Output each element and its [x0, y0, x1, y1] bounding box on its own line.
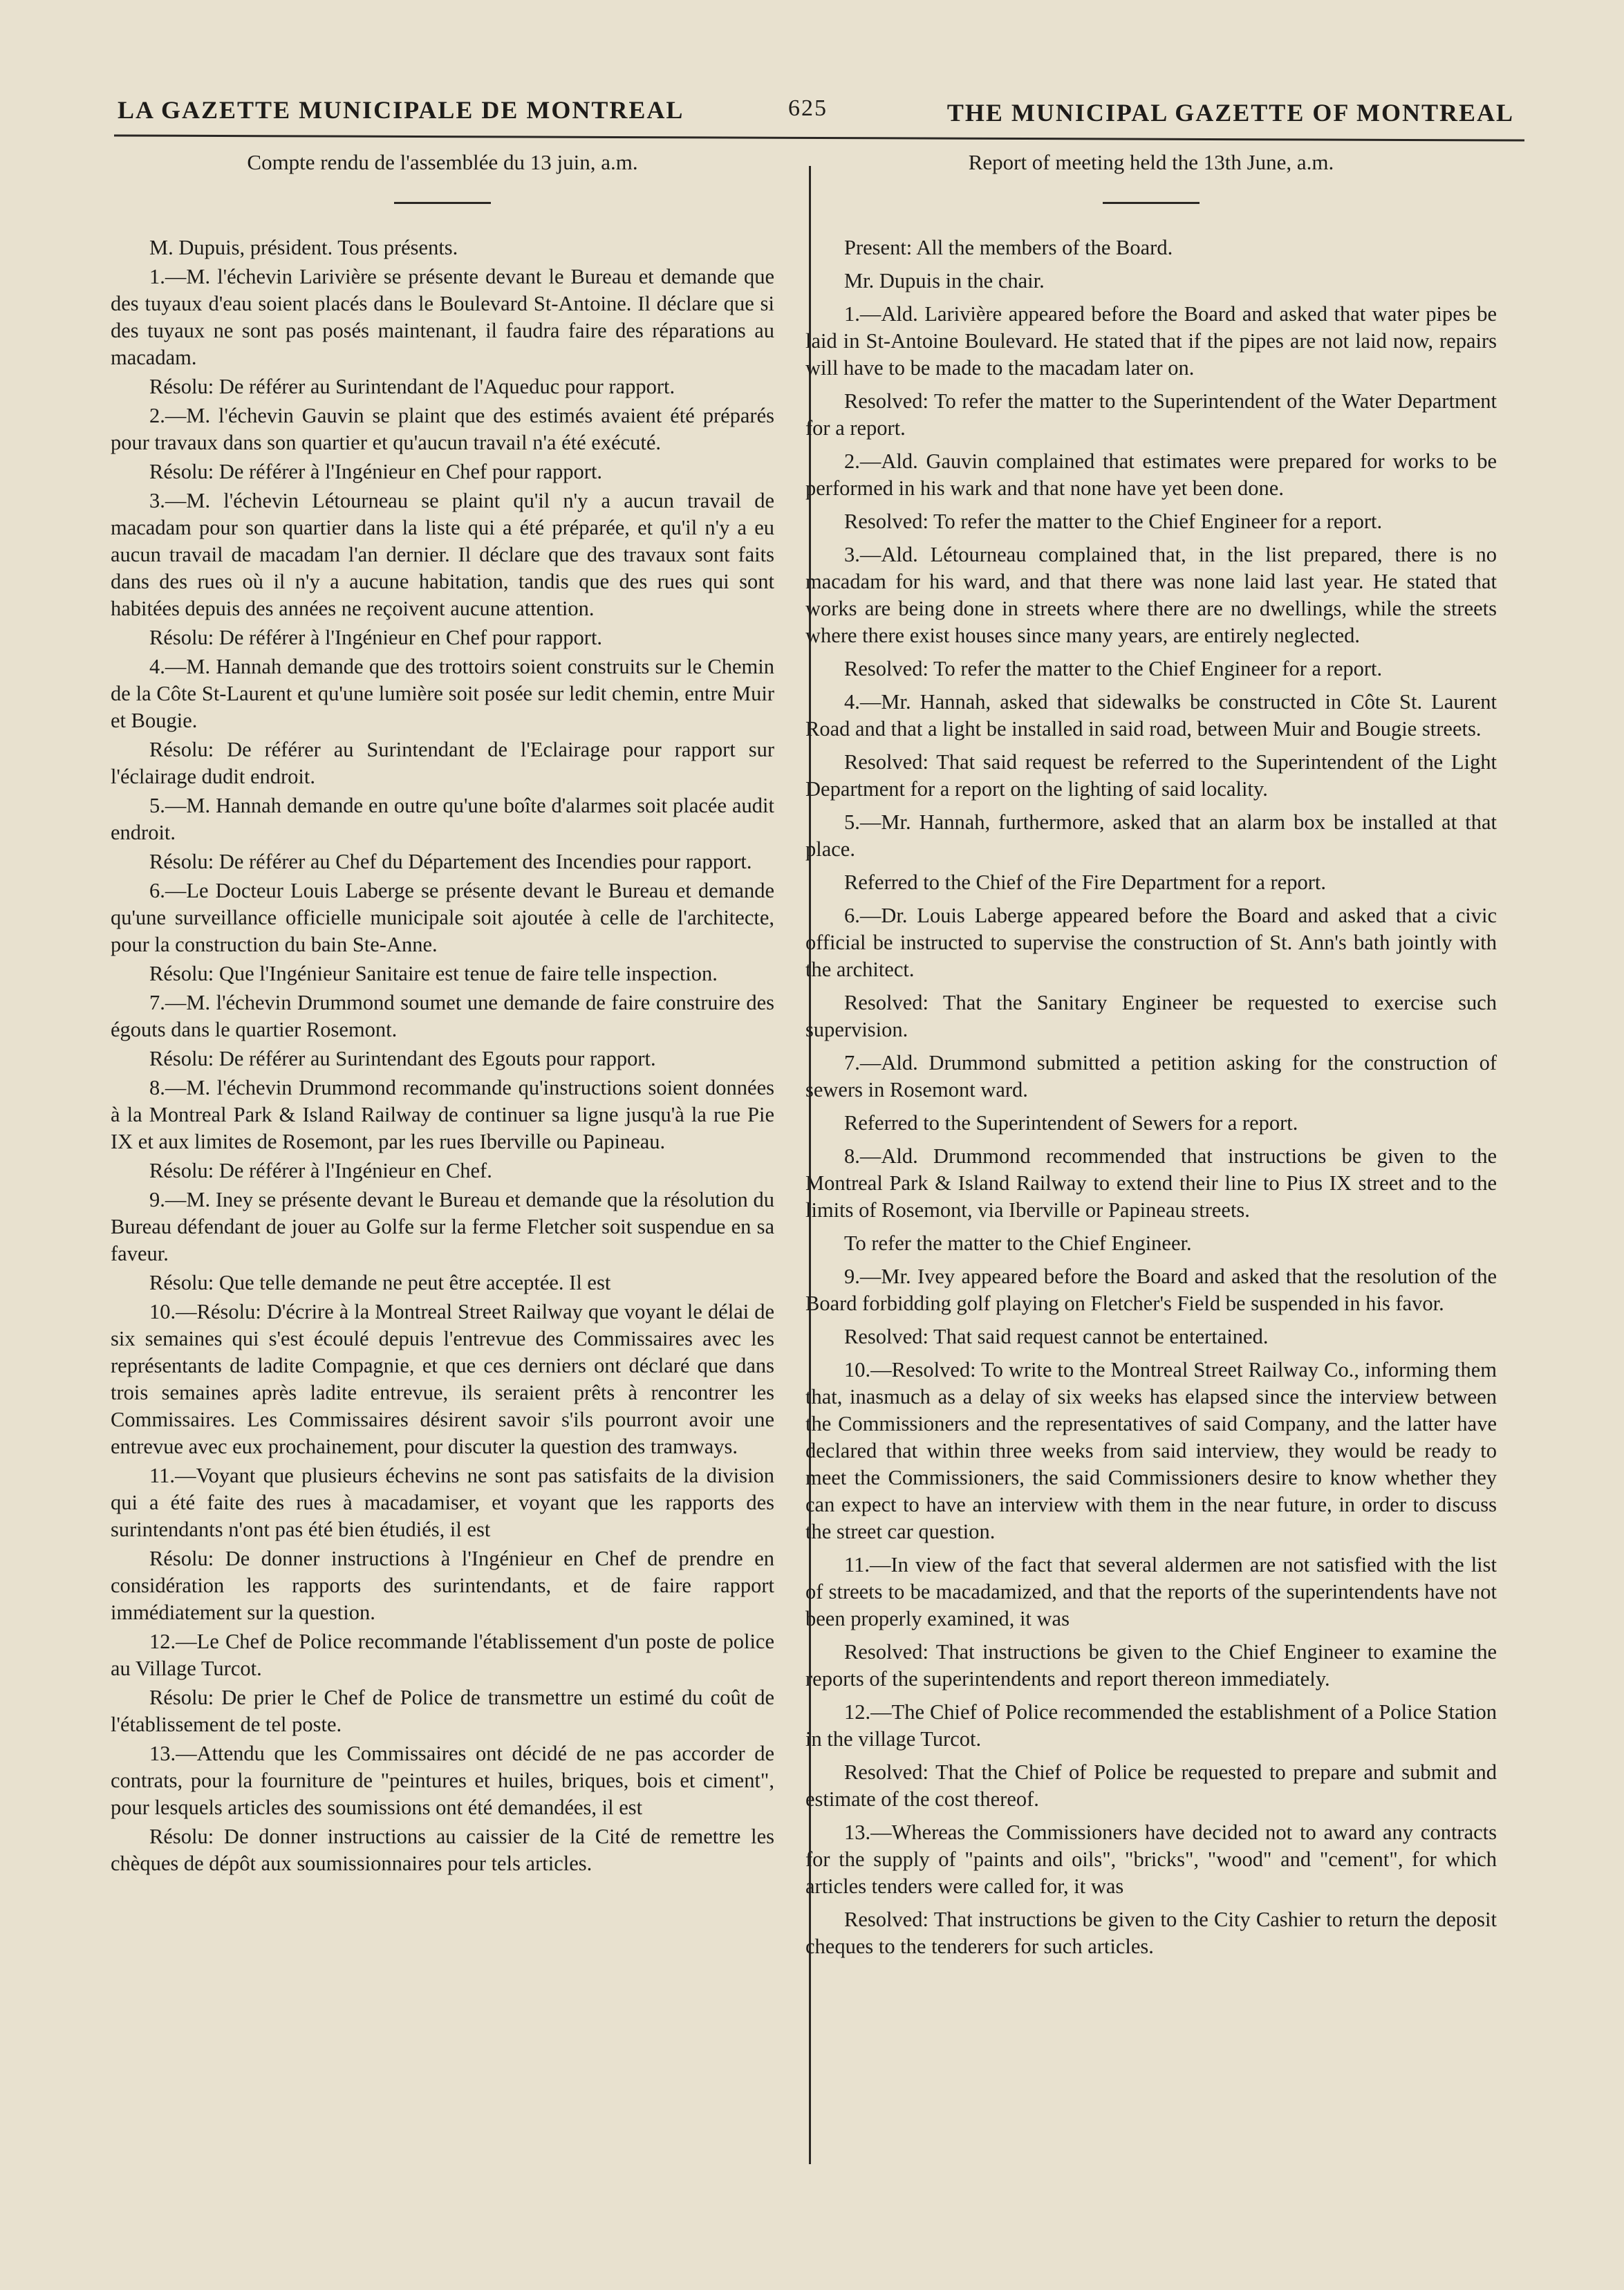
- english-paragraph: 13.—Whereas the Commissioners have decided not to award any contracts for the supply of "paints and oils", "bricks", "wood" and "cement", for which articles tenders were called for, it was: [805, 1821, 1497, 1898]
- english-paragraph: 4.—Mr. Hannah, asked that sidewalks be constructed in Côte St. Laurent Road and that a light be installed in said road, between Muir and Bougie streets.: [805, 690, 1497, 741]
- french-paragraph: 3.—M. l'échevin Létourneau se plaint qu'il n'y a aucun travail de macadam pour son quartier dans la liste qui a été préparée, et qu'il n'y a eu aucun travail de macadam l'an dernier. Il déclare que des travaux sont faits dans des rues où il n'y a aucune habitation, tandis que des rues qui sont habitées depuis des années ne reçoivent aucune attention.: [111, 489, 774, 620]
- english-paragraph: Resolved: To refer the matter to the Chief Engineer for a report.: [844, 510, 1383, 533]
- french-title-rule: [394, 202, 491, 204]
- french-paragraph: 9.—M. Iney se présente devant le Bureau et demande que la résolution du Bureau défendant de jouer au Golfe sur la ferme Fletcher soit suspendue en sa faveur.: [111, 1188, 774, 1265]
- english-paragraph: Resolved: To refer the matter to the Superintendent of the Water Department for a report.: [805, 389, 1497, 440]
- french-paragraph: Résolu: De référer à l'Ingénieur en Chef.: [149, 1159, 492, 1182]
- english-paragraph: 3.—Ald. Létourneau complained that, in the list prepared, there is no macadam for his ward, and that there was none laid last year. He stated that works are being done in streets where there are no dwellings, while the streets where there exist houses since many years, are entirely neglected.: [805, 543, 1497, 647]
- french-paragraph: 2.—M. l'échevin Gauvin se plaint que des estimés avaient été préparés pour travaux dans son quartier et qu'aucun travail n'a été exécuté.: [111, 404, 774, 454]
- english-paragraph: Resolved: That the Chief of Police be requested to prepare and submit and estimate of the cost thereof.: [805, 1760, 1497, 1811]
- french-paragraph: M. Dupuis, président. Tous présents.: [149, 236, 458, 259]
- french-paragraph: Résolu: De donner instructions à l'Ingénieur en Chef de prendre en considération les rapports des surintendants, et de faire rapport immédiatement sur la question.: [111, 1547, 774, 1624]
- english-paragraph: Resolved: To refer the matter to the Chief Engineer for a report.: [844, 657, 1383, 680]
- french-column: [111, 149, 774, 1879]
- french-paragraph: 4.—M. Hannah demande que des trottoirs soient construits sur le Chemin de la Côte St-Laurent et qu'une lumière soit posée sur ledit chemin, entre Muir et Bougie.: [111, 655, 774, 732]
- english-title-rule: [1103, 202, 1200, 204]
- french-paragraph: Résolu: Que telle demande ne peut être acceptée. Il est: [149, 1271, 611, 1294]
- french-paragraph: 13.—Attendu que les Commissaires ont décidé de ne pas accorder de contrats, pour la fourniture de "peintures et huiles, briques, bois et ciment", pour lesquels articles des soumissions ont été demandées, il est: [111, 1742, 774, 1819]
- french-paragraph: Résolu: De référer au Surintendant de l'Eclairage pour rapport sur l'éclairage dudit endroit.: [111, 738, 774, 788]
- english-paragraph: 10.—Resolved: To write to the Montreal Street Railway Co., informing them that, inasmuch as a delay of six weeks has elapsed since the interview between the Commissioners and the representatives of said Company, and the latter have declared that within three weeks from said interview, they would be ready to meet the Commissioners, the said Commissioners desire to know whether they can expect to have an interview with them in the near future, in order to discuss the street car question.: [805, 1358, 1497, 1543]
- english-paragraph: 6.—Dr. Louis Laberge appeared before the Board and asked that a civic official be instructed to supervise the construction of St. Ann's bath jointly with the architect.: [805, 904, 1497, 981]
- french-body: [111, 234, 774, 1877]
- page-number: 625: [788, 95, 828, 121]
- english-paragraph: Resolved: That instructions be given to the Chief Engineer to examine the reports of the superintendents and report thereon immediately.: [805, 1640, 1497, 1691]
- french-paragraph: Résolu: Que l'Ingénieur Sanitaire est tenue de faire telle inspection.: [149, 962, 718, 985]
- french-paragraph: Résolu: De référer au Surintendant des Egouts pour rapport.: [149, 1047, 656, 1070]
- english-paragraph: Referred to the Chief of the Fire Department for a report.: [844, 871, 1326, 894]
- page-header: [111, 90, 1521, 131]
- french-paragraph: 1.—M. l'échevin Larivière se présente devant le Bureau et demande que des tuyaux d'eau soient placés dans le Boulevard St-Antoine. Il déclare que si des tuyaux ne sont pas posés maintenant, il faudra faire des réparations au macadam.: [111, 265, 774, 369]
- english-paragraph: Mr. Dupuis in the chair.: [844, 269, 1045, 292]
- english-paragraph: 7.—Ald. Drummond submitted a petition asking for the construction of sewers in Rosemont ward.: [805, 1051, 1497, 1101]
- english-paragraph: Resolved: That said request cannot be entertained.: [844, 1325, 1269, 1348]
- french-paragraph: 11.—Voyant que plusieurs échevins ne sont pas satisfaits de la division qui a été faite des rues à macadamiser, et voyant que les rapports des surintendants n'ont pas été bien étudiés, il est: [111, 1464, 774, 1541]
- english-paragraph: 8.—Ald. Drummond recommended that instructions be given to the Montreal Park & Island Railway to extend their line to Pius IX street and to the limits of Rosemont, via Iberville or Papineau streets.: [805, 1144, 1497, 1222]
- french-paragraph: 8.—M. l'échevin Drummond recommande qu'instructions soient données à la Montreal Park & Island Railway de continuer sa ligne jusqu'à la rue Pie IX et aux limites de Rosemont, par les rues Iberville ou Papineau.: [111, 1076, 774, 1153]
- french-paragraph: Résolu: De référer à l'Ingénieur en Chef pour rapport.: [149, 626, 603, 649]
- french-paragraph: 5.—M. Hannah demande en outre qu'une boîte d'alarmes soit placée audit endroit.: [111, 794, 774, 844]
- french-paragraph: 10.—Résolu: D'écrire à la Montreal Street Railway que voyant le délai de six semaines qui s'est écoulé depuis l'entrevue des Commissaires avec les représentants de ladite Compagnie, et que ces derniers ont déclaré que dans trois semaines après ladite entrevue, ils seraient prêts à rencontrer les Commissaires. Les Commissaires désirent savoir s'ils pourront avoir une entrevue avec eux prochainement, pour discuter la question des tramways.: [111, 1300, 774, 1458]
- english-title: Report of meeting held the 13th June, a.m.: [968, 150, 1334, 174]
- english-paragraph: Resolved: That the Sanitary Engineer be requested to exercise such supervision.: [805, 991, 1497, 1041]
- english-paragraph: 2.—Ald. Gauvin complained that estimates were prepared for works to be performed in his wark and that none have yet been done.: [805, 449, 1497, 500]
- french-paragraph: Résolu: De donner instructions au caissier de la Cité de remettre les chèques de dépôt aux soumissionnaires pour tels articles.: [111, 1825, 774, 1875]
- header-title-french: LA GAZETTE MUNICIPALE DE MONTREAL: [118, 96, 684, 124]
- french-paragraph: Résolu: De prier le Chef de Police de transmettre un estimé du coût de l'établissement de tel poste.: [111, 1686, 774, 1736]
- english-paragraph: Referred to the Superintendent of Sewers for a report.: [844, 1111, 1298, 1135]
- english-paragraph: Resolved: That said request be referred to the Superintendent of the Light Department for a report on the lighting of said locality.: [805, 750, 1497, 801]
- header-title-english: THE MUNICIPAL GAZETTE OF MONTREAL: [946, 99, 1514, 127]
- french-title: Compte rendu de l'assemblée du 13 juin, a.m.: [247, 150, 638, 174]
- english-paragraph: 11.—In view of the fact that several aldermen are not satisfied with the list of streets to be macadamized, and that the reports of the superintendents have not been properly examined, it was: [805, 1553, 1497, 1630]
- header-rule: [114, 134, 1524, 141]
- english-paragraph: Resolved: That instructions be given to the City Cashier to return the deposit cheques to the tenderers for such articles.: [805, 1908, 1497, 1958]
- english-paragraph: 1.—Ald. Larivière appeared before the Board and asked that water pipes be laid in St-Antoine Boulevard. He stated that if the pipes are not laid now, repairs will have to be made to the macadam later on.: [805, 302, 1497, 380]
- french-paragraph: 7.—M. l'échevin Drummond soumet une demande de faire construire des égouts dans le quartier Rosemont.: [111, 991, 774, 1041]
- english-paragraph: 12.—The Chief of Police recommended the establishment of a Police Station in the village Turcot.: [805, 1700, 1497, 1751]
- english-column: [805, 149, 1497, 1966]
- french-paragraph: Résolu: De référer au Surintendant de l'Aqueduc pour rapport.: [149, 375, 675, 398]
- english-paragraph: 9.—Mr. Ivey appeared before the Board and asked that the resolution of the Board forbidding golf playing on Fletcher's Field be suspended in his favor.: [805, 1265, 1497, 1315]
- french-paragraph: Résolu: De référer au Chef du Département des Incendies pour rapport.: [149, 850, 752, 873]
- french-paragraph: 12.—Le Chef de Police recommande l'établissement d'un poste de police au Village Turcot.: [111, 1630, 774, 1680]
- english-paragraph: To refer the matter to the Chief Engineer.: [844, 1231, 1192, 1255]
- french-paragraph: 6.—Le Docteur Louis Laberge se présente devant le Bureau et demande qu'une surveillance officielle municipale soit ajoutée à celle de l'architecte, pour la construction du bain Ste-Anne.: [111, 879, 774, 956]
- english-paragraph: Present: All the members of the Board.: [844, 236, 1173, 259]
- english-paragraph: 5.—Mr. Hannah, furthermore, asked that an alarm box be installed at that place.: [805, 810, 1497, 861]
- french-paragraph: Résolu: De référer à l'Ingénieur en Chef pour rapport.: [149, 460, 603, 483]
- english-body: [805, 234, 1497, 1960]
